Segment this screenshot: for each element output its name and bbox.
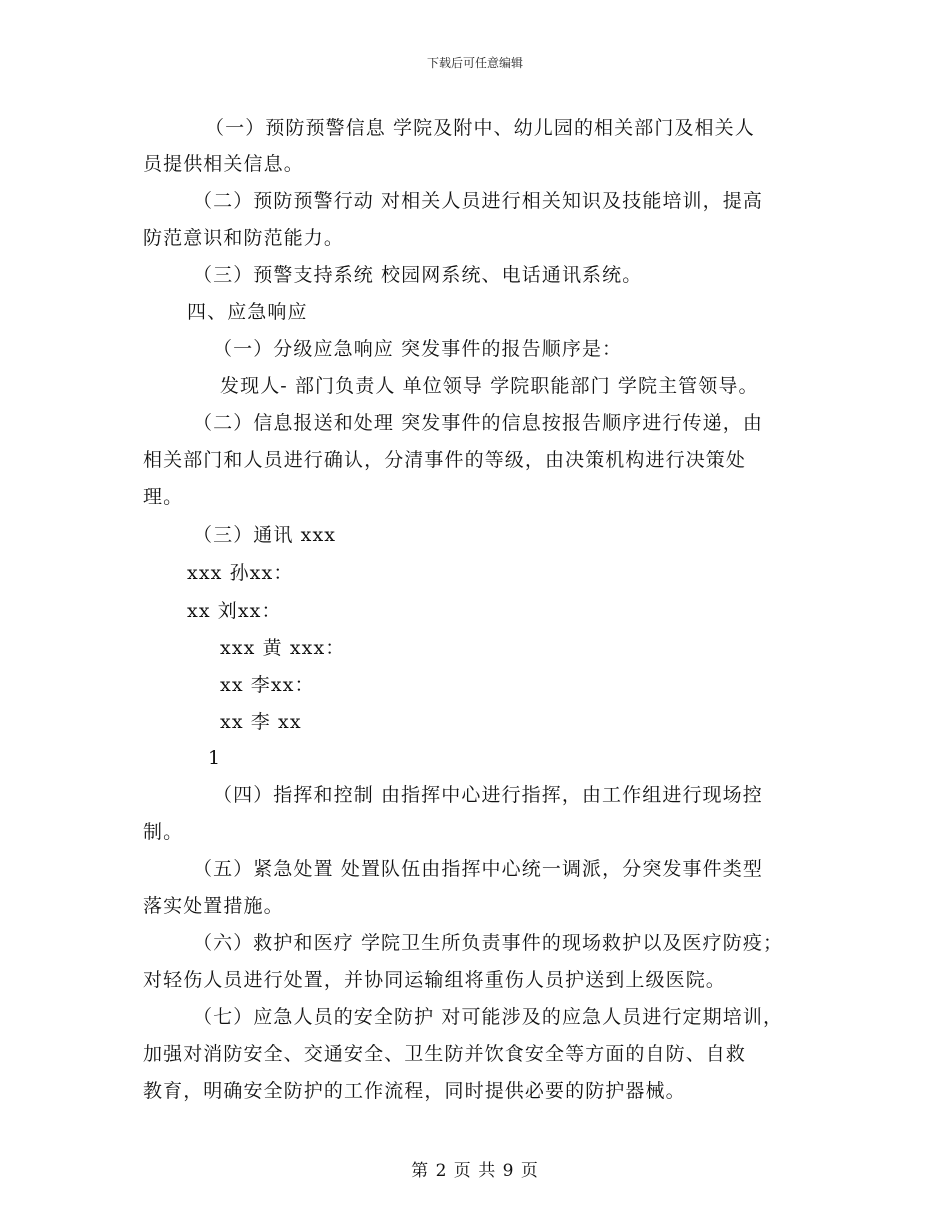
paragraph-line: 相关部门和人员进行确认，分清事件的等级，由决策机构进行决策处	[143, 449, 747, 471]
paragraph-line: （六）救护和医疗 学院卫生所负责事件的现场救护以及医疗防疫；	[193, 932, 784, 954]
contact-line: xxx 孙xx：	[187, 562, 294, 584]
paragraph-line: 加强对消防安全、交通安全、卫生防并饮食安全等方面的自防、自救	[143, 1043, 747, 1065]
paragraph-line: （三）通讯 xxx	[193, 524, 337, 546]
paragraph-line: 制。	[143, 821, 184, 843]
paragraph-line: （一）分级应急响应 突发事件的报告顺序是：	[213, 338, 623, 360]
section-heading: 四、应急响应	[187, 301, 308, 323]
paragraph-line: （五）紧急处置 处置队伍由指挥中心统一调派，分突发事件类型	[193, 858, 763, 880]
contact-line: xx 李 xx	[220, 711, 302, 733]
inline-number: 1	[208, 747, 222, 769]
paragraph-line: 教育，明确安全防护的工作流程，同时提供必要的防护器械。	[143, 1080, 686, 1102]
paragraph-line: 落实处置措施。	[143, 895, 284, 917]
paragraph-line: 防范意识和防范能力。	[143, 227, 345, 249]
paragraph-line: （一）预防预警信息 学院及附中、幼儿园的相关部门及相关人	[205, 117, 755, 139]
contact-line: xx 李xx：	[220, 674, 315, 696]
page-header: 下载后可任意编辑	[426, 56, 523, 70]
paragraph-line: 对轻伤人员进行处置，并协同运输组将重伤人员护送到上级医院。	[143, 969, 726, 991]
paragraph-line: 发现人- 部门负责人 单位领导 学院职能部门 学院主管领导。	[220, 375, 759, 397]
paragraph-line: （二）信息报送和处理 突发事件的信息按报告顺序进行传递，由	[193, 412, 763, 434]
page-footer: 第 2 页 共 9 页	[411, 1161, 539, 1181]
paragraph-line: （二）预防预警行动 对相关人员进行相关知识及技能培训，提高	[193, 190, 763, 212]
paragraph-line: 员提供相关信息。	[143, 153, 304, 175]
contact-line: xx 刘xx：	[187, 600, 282, 622]
contact-line: xxx 黄 xxx：	[220, 637, 346, 659]
paragraph-line: 理。	[143, 486, 184, 508]
paragraph-line: （三）预警支持系统 校园网系统、电话通讯系统。	[193, 264, 643, 286]
paragraph-line: （七）应急人员的安全防护 对可能涉及的应急人员进行定期培训，	[193, 1006, 784, 1028]
paragraph-line: （四）指挥和控制 由指挥中心进行指挥，由工作组进行现场控	[213, 784, 763, 806]
